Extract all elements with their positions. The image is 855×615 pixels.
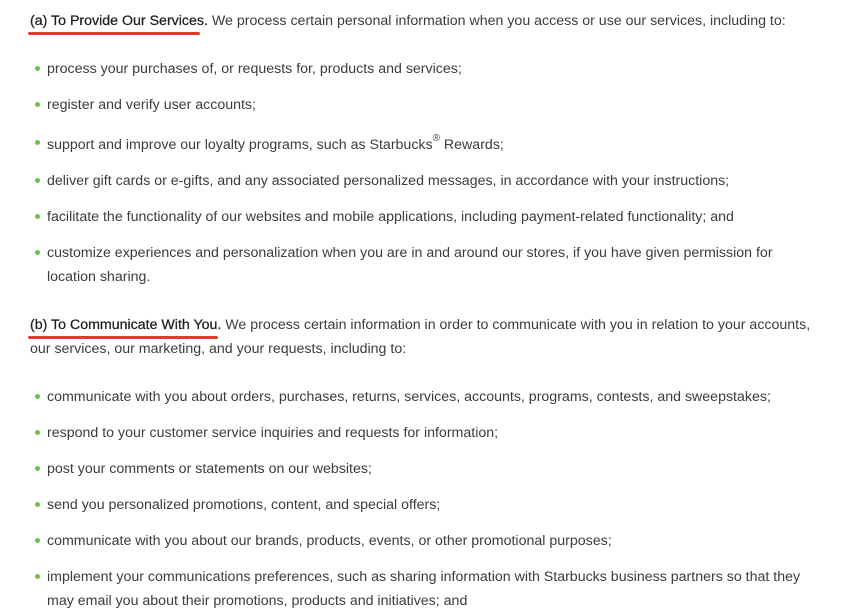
registered-mark: ®: [432, 133, 440, 145]
section-intro: [30, 9, 820, 33]
list-item-text: implement your communications preferences, such as sharing information with Starbucks business partners so that they may email you about their promotions, products and initiatives; and: [47, 569, 801, 609]
bullet-icon: [35, 538, 40, 543]
bullet-list: [30, 57, 820, 289]
list-item-text: process your purchases of, or requests for, products and services;: [47, 61, 462, 77]
section-heading-text: (b) To Communicate With You.: [30, 317, 222, 333]
red-underline-annotation: [28, 336, 218, 339]
list-item-text: register and verify user accounts;: [47, 97, 256, 113]
list-item-text: deliver gift cards or e-gifts, and any associated personalized messages, in accordance with your instructions;: [47, 173, 730, 189]
bullet-icon: [35, 178, 40, 183]
bullet-icon: [35, 140, 40, 145]
red-underline-annotation: [28, 32, 200, 35]
list-item: [30, 493, 817, 517]
bullet-icon: [35, 466, 40, 471]
list-item-text: send you personalized promotions, content, and special offers;: [47, 497, 441, 513]
list-item: [30, 529, 817, 553]
list-item-text: facilitate the functionality of our websites and mobile applications, including payment-related functionality; and: [47, 209, 734, 225]
list-item-text: respond to your customer service inquiries and requests for information;: [47, 425, 499, 441]
bullet-icon: [35, 394, 40, 399]
bullet-icon: [35, 574, 40, 579]
section-provide-services: [30, 9, 820, 289]
list-item: [30, 133, 817, 157]
section-intro-text: We process certain information in order to communicate with you in relation to your accounts, our services, our marketing, and your requests, including to:: [30, 317, 811, 357]
list-item-text: communicate with you about our brands, products, events, or other promotional purposes;: [47, 533, 612, 549]
list-item: [30, 93, 817, 117]
list-item: [30, 205, 817, 229]
section-intro-text: We process certain personal information when you access or use our services, including to:: [207, 13, 786, 29]
bullet-icon: [35, 214, 40, 219]
section-heading: [30, 313, 221, 337]
bullet-icon: [35, 102, 40, 107]
bullet-list: [30, 385, 820, 613]
list-item: [30, 241, 817, 289]
list-item: [30, 385, 817, 409]
list-item-text: support and improve our loyalty programs, such as Starbucks: [47, 137, 433, 153]
bullet-icon: [35, 430, 40, 435]
section-intro: [30, 313, 820, 361]
list-item: [30, 169, 817, 193]
section-communicate: [30, 313, 820, 613]
section-heading-text: (a) To Provide Our Services.: [30, 13, 208, 29]
list-item-text: communicate with you about orders, purchases, returns, services, accounts, programs, contests, and sweepstakes;: [47, 389, 771, 405]
bullet-icon: [35, 66, 40, 71]
bullet-icon: [35, 250, 40, 255]
list-item: [30, 457, 817, 481]
list-item-text: post your comments or statements on our websites;: [47, 461, 372, 477]
list-item: [30, 565, 817, 613]
list-item-text-after: Rewards;: [439, 137, 504, 153]
section-heading: [30, 9, 208, 33]
list-item-text: customize experiences and personalization when you are in and around our stores, if you have given permission for location sharing.: [47, 245, 773, 285]
bullet-icon: [35, 502, 40, 507]
list-item: [30, 421, 817, 445]
list-item: [30, 57, 817, 81]
